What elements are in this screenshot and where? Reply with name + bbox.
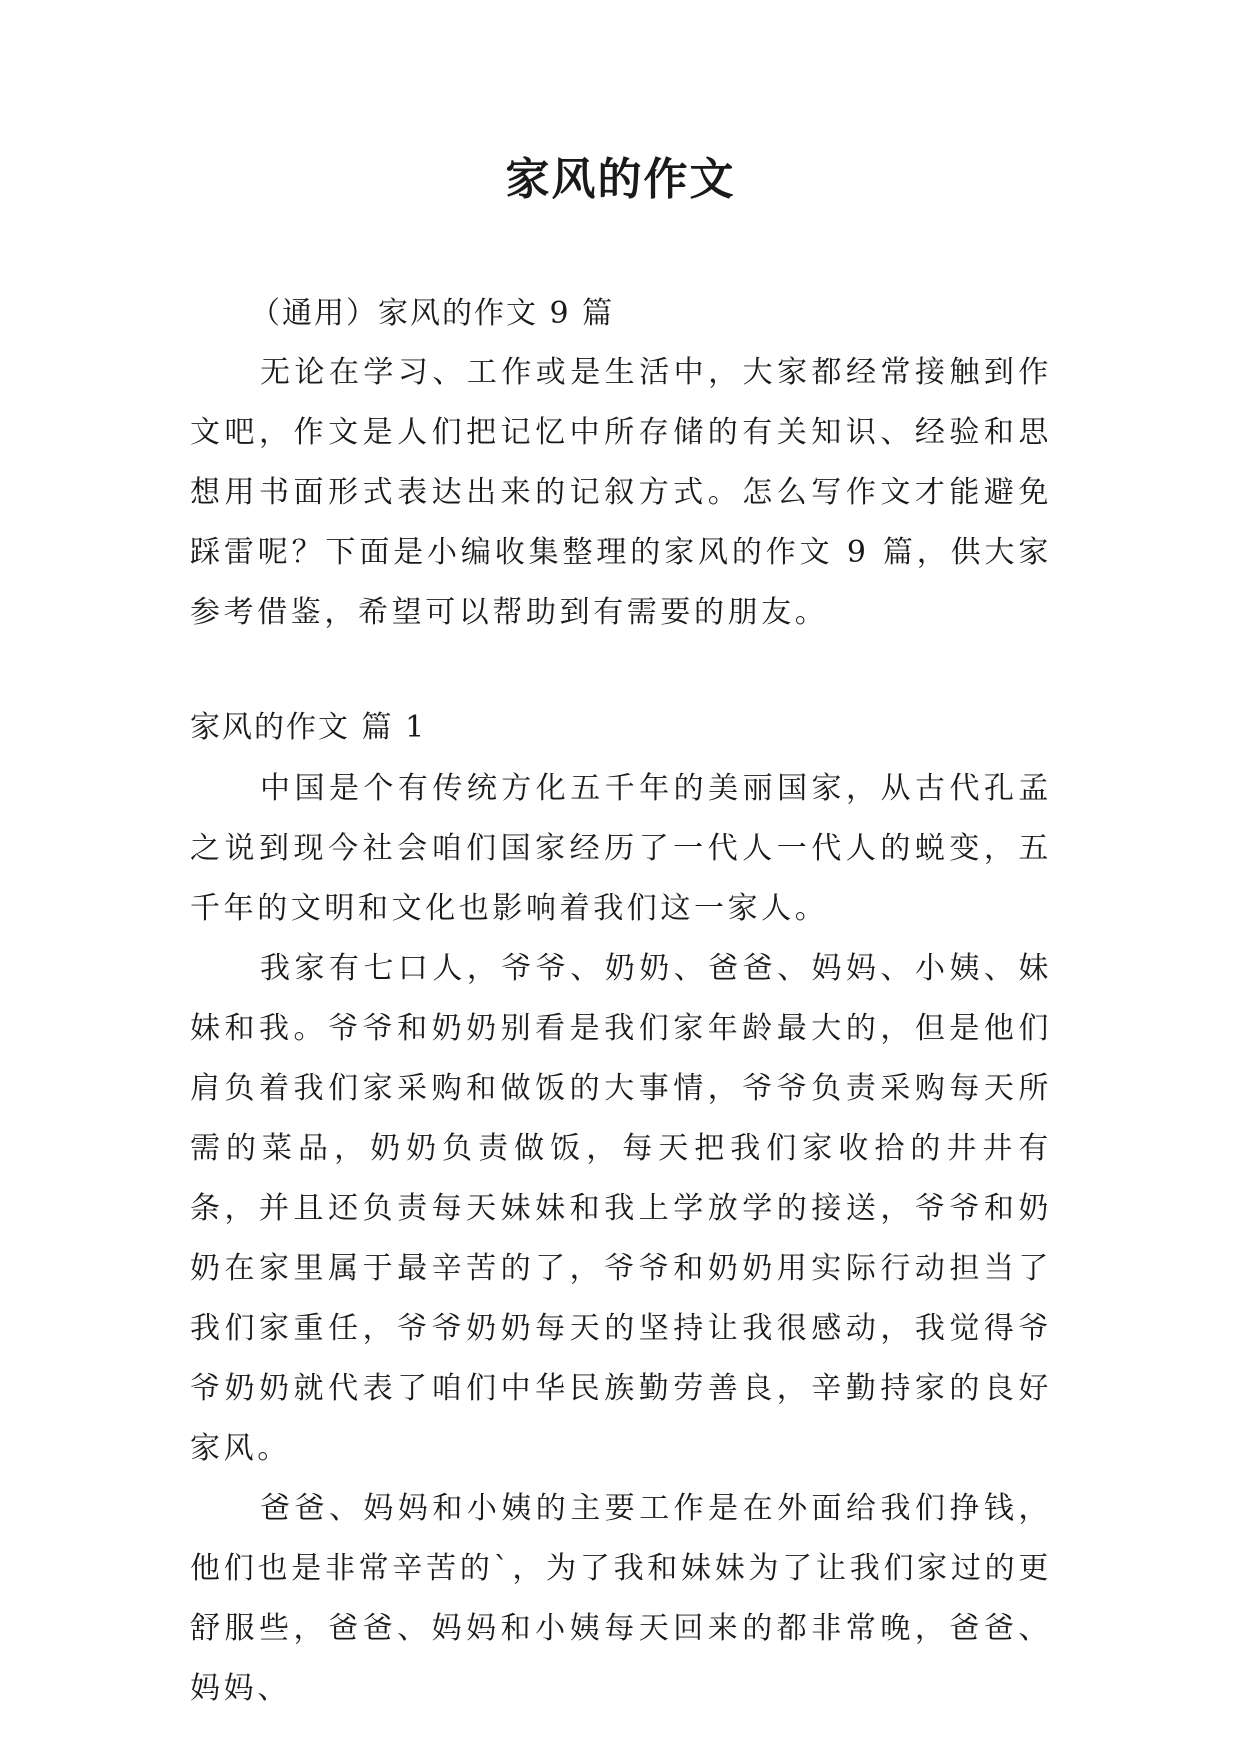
section-1 — [190, 699, 1052, 1719]
page-title: 家风的作文 — [505, 154, 736, 205]
document-body — [190, 285, 1052, 1719]
intro-paragraph: 无论在学习、工作或是生活中，大家都经常接触到作文吧，作文是人们把记忆中所存储的有关知识、经验和思想用书面形式表达出来的记叙方式。怎么写作文才能避免踩雷呢？下面是小编收集整理的家风的作文 9 篇，供大家参考借鉴，希望可以帮助到有需要的朋友。 — [190, 355, 1052, 630]
section-heading: 家风的作文 篇 1 — [190, 710, 427, 745]
section-paragraph: 爸爸、妈妈和小姨的主要工作是在外面给我们挣钱，他们也是非常辛苦的`，为了我和妹妹为了让我们家过的更舒服些，爸爸、妈妈和小姨每天回来的都非常晚，爸爸、妈妈、 — [190, 1491, 1052, 1706]
document-subtitle: （通用）家风的作文 9 篇 — [250, 296, 615, 331]
section-paragraph: 中国是个有传统方化五千年的美丽国家，从古代孔孟之说到现今社会咱们国家经历了一代人一代人的蜕变，五千年的文明和文化也影响着我们这一家人。 — [190, 771, 1052, 926]
section-paragraph: 我家有七口人，爷爷、奶奶、爸爸、妈妈、小姨、妹妹和我。爷爷和奶奶别看是我们家年龄最大的，但是他们肩负着我们家采购和做饭的大事情，爷爷负责采购每天所需的菜品，奶奶负责做饭，每天把我们家收拾的井井有条，并且还负责每天妹妹和我上学放学的接送，爷爷和奶奶在家里属于最辛苦的了，爷爷和奶奶用实际行动担当了我们家重任，爷爷奶奶每天的坚持让我很感动，我觉得爷爷奶奶就代表了咱们中华民族勤劳善良，辛勤持家的良好家风。 — [190, 951, 1052, 1466]
